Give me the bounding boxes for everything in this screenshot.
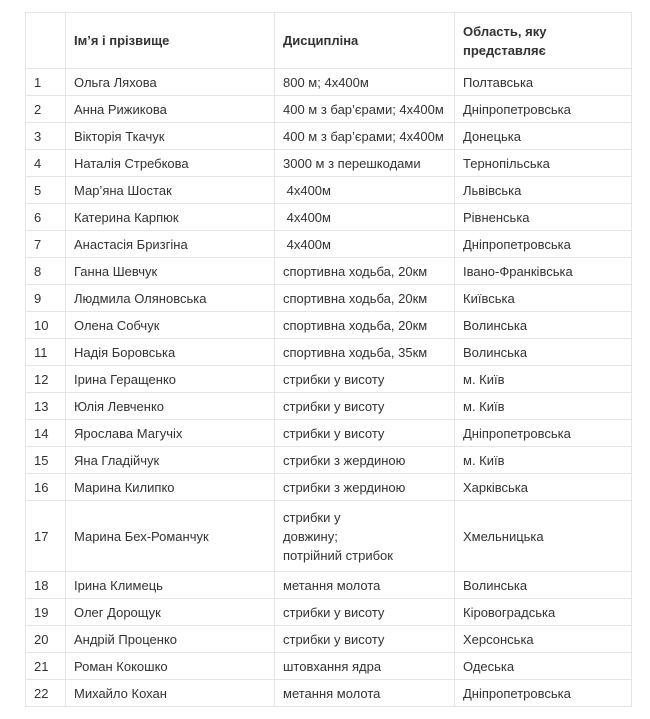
cell-name: Олег Дорощук [66, 599, 275, 626]
cell-number: 15 [26, 447, 66, 474]
cell-discipline: стрибки у висоту [275, 393, 455, 420]
cell-number: 8 [26, 258, 66, 285]
table-row [26, 258, 632, 285]
cell-number: 12 [26, 366, 66, 393]
table-row [26, 96, 632, 123]
cell-discipline: стрибки у висоту [275, 366, 455, 393]
cell-region: Тернопільська [455, 150, 632, 177]
cell-number: 18 [26, 572, 66, 599]
table-row [26, 393, 632, 420]
cell-discipline: спортивна ходьба, 35км [275, 339, 455, 366]
cell-number: 2 [26, 96, 66, 123]
cell-discipline: 400 м з бар’єрами; 4х400м [275, 96, 455, 123]
discipline-line: довжину; [283, 528, 338, 544]
cell-number: 14 [26, 420, 66, 447]
cell-region: Хмельницька [455, 501, 632, 572]
cell-discipline: спортивна ходьба, 20км [275, 258, 455, 285]
cell-name: Вікторія Ткачук [66, 123, 275, 150]
cell-discipline: 4х400м [275, 231, 455, 258]
cell-name: Анастасія Бризгіна [66, 231, 275, 258]
cell-discipline: 4х400м [275, 177, 455, 204]
cell-number: 16 [26, 474, 66, 501]
cell-number: 4 [26, 150, 66, 177]
cell-region: Івано-Франківська [455, 258, 632, 285]
cell-number: 1 [26, 69, 66, 96]
cell-discipline: метання молота [275, 680, 455, 707]
cell-number: 3 [26, 123, 66, 150]
cell-discipline: стрибки з жердиною [275, 474, 455, 501]
cell-discipline: штовхання ядра [275, 653, 455, 680]
cell-number: 20 [26, 626, 66, 653]
cell-discipline: 800 м; 4х400м [275, 69, 455, 96]
cell-region: Рівненська [455, 204, 632, 231]
header-discipline: Дисципліна [275, 13, 455, 69]
cell-region: Львівська [455, 177, 632, 204]
page-content [25, 12, 631, 707]
table-row [26, 366, 632, 393]
cell-number: 5 [26, 177, 66, 204]
table-row [26, 653, 632, 680]
cell-discipline: 400 м з бар’єрами; 4х400м [275, 123, 455, 150]
cell-name: Роман Кокошко [66, 653, 275, 680]
cell-name: Михайло Кохан [66, 680, 275, 707]
table-row [26, 285, 632, 312]
cell-region: Волинська [455, 572, 632, 599]
table-row [26, 150, 632, 177]
cell-region: м. Київ [455, 366, 632, 393]
cell-name: Марина Бех-Романчук [66, 501, 275, 572]
cell-region: Волинська [455, 312, 632, 339]
cell-number: 10 [26, 312, 66, 339]
cell-region: Волинська [455, 339, 632, 366]
cell-name: Наталія Стребкова [66, 150, 275, 177]
table-row [26, 599, 632, 626]
table-row [26, 204, 632, 231]
cell-discipline: стрибки у висоту [275, 420, 455, 447]
cell-discipline: спортивна ходьба, 20км [275, 312, 455, 339]
cell-region: м. Київ [455, 447, 632, 474]
cell-name: Людмила Оляновська [66, 285, 275, 312]
table-row [26, 626, 632, 653]
cell-number: 11 [26, 339, 66, 366]
cell-region: Кіровоградська [455, 599, 632, 626]
cell-name: Марина Килипко [66, 474, 275, 501]
cell-discipline: 3000 м з перешкодами [275, 150, 455, 177]
cell-discipline: метання молота [275, 572, 455, 599]
table-row [26, 312, 632, 339]
cell-name: Надія Боровська [66, 339, 275, 366]
cell-name: Анна Рижикова [66, 96, 275, 123]
cell-name: Ганна Шевчук [66, 258, 275, 285]
cell-number: 21 [26, 653, 66, 680]
cell-discipline: стрибки у висоту [275, 599, 455, 626]
cell-name: Ірина Геращенко [66, 366, 275, 393]
discipline-line: стрибки у [283, 509, 341, 525]
table-body [26, 69, 632, 707]
discipline-line: потрійний стрибок [283, 547, 393, 563]
cell-number: 22 [26, 680, 66, 707]
table-row [26, 420, 632, 447]
cell-region: Одеська [455, 653, 632, 680]
cell-region: Дніпропетровська [455, 420, 632, 447]
cell-number: 7 [26, 231, 66, 258]
cell-number: 6 [26, 204, 66, 231]
cell-discipline: 4х400м [275, 204, 455, 231]
cell-discipline: стрибки у висоту [275, 626, 455, 653]
table-row [26, 339, 632, 366]
cell-region: Дніпропетровська [455, 231, 632, 258]
table-row [26, 572, 632, 599]
cell-name: Катерина Карпюк [66, 204, 275, 231]
table-row [26, 69, 632, 96]
header-name: Ім’я і прізвище [66, 13, 275, 69]
cell-region: м. Київ [455, 393, 632, 420]
cell-discipline: спортивна ходьба, 20км [275, 285, 455, 312]
cell-region: Дніпропетровська [455, 680, 632, 707]
cell-discipline: стрибки з жердиною [275, 447, 455, 474]
cell-region: Херсонська [455, 626, 632, 653]
cell-name: Яна Гладійчук [66, 447, 275, 474]
table-row [26, 177, 632, 204]
table-row [26, 474, 632, 501]
cell-name: Ірина Климець [66, 572, 275, 599]
cell-region: Київська [455, 285, 632, 312]
cell-name: Ярослава Магучіх [66, 420, 275, 447]
cell-region: Дніпропетровська [455, 96, 632, 123]
athletes-table [25, 12, 632, 707]
table-row [26, 501, 632, 572]
header-number [26, 13, 66, 69]
cell-name: Ольга Ляхова [66, 69, 275, 96]
table-header-row [26, 13, 632, 69]
cell-name: Юлія Левченко [66, 393, 275, 420]
cell-number: 13 [26, 393, 66, 420]
cell-name: Андрій Проценко [66, 626, 275, 653]
table-row [26, 447, 632, 474]
cell-number: 9 [26, 285, 66, 312]
cell-name: Мар’яна Шостак [66, 177, 275, 204]
cell-number: 17 [26, 501, 66, 572]
cell-discipline [275, 501, 455, 572]
table-row [26, 231, 632, 258]
cell-region: Харківська [455, 474, 632, 501]
table-row [26, 123, 632, 150]
cell-name: Олена Собчук [66, 312, 275, 339]
cell-region: Донецька [455, 123, 632, 150]
table-row [26, 680, 632, 707]
header-region: Область, яку представляє [455, 13, 632, 69]
cell-region: Полтавська [455, 69, 632, 96]
cell-number: 19 [26, 599, 66, 626]
